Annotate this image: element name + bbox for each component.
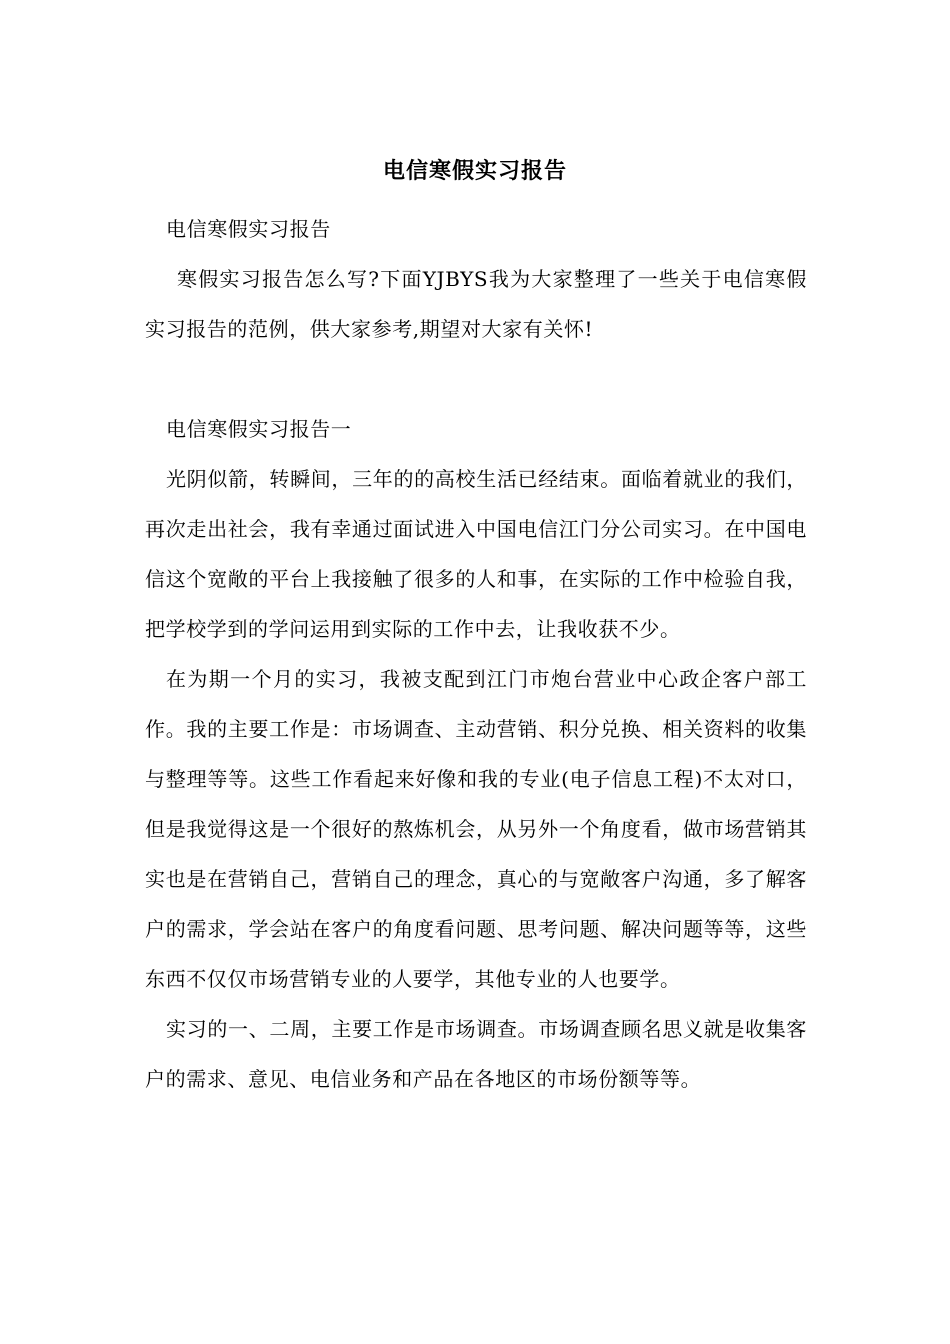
section-heading: 电信寒假实习报告一 [166, 417, 352, 441]
document-body [145, 204, 807, 1104]
intro-paragraph: 寒假实习报告怎么写?下面YJBYS我为大家整理了一些关于电信寒假实习报告的范例，供大家参考,期望对大家有关怀! [145, 267, 807, 341]
document-title: 电信寒假实习报告 [382, 158, 567, 184]
body-paragraph-2: 在为期一个月的实习，我被支配到江门市炮台营业中心政企客户部工作。我的主要工作是：市场调查、主动营销、积分兑换、相关资料的收集与整理等等。这些工作看起来好像和我的专业(电子信息工程)不太对口，但是我觉得这是一个很好的熬炼机会，从另外一个角度看，做市场营销其实也是在营销自己，营销自己的理念，真心的与宽敞客户沟通，多了解客户的需求，学会站在客户的角度看问题、思考问题、解决问题等等，这些东西不仅仅市场营销专业的人要学，其他专业的人也要学。 [145, 667, 807, 991]
blank-line [145, 354, 807, 404]
body-paragraph-3: 实习的一、二周，主要工作是市场调查。市场调查顾名思义就是收集客户的需求、意见、电信业务和产品在各地区的市场份额等等。 [145, 1017, 807, 1091]
body-paragraph-1: 光阴似箭，转瞬间，三年的的高校生活已经结束。面临着就业的我们，再次走出社会，我有幸通过面试进入中国电信江门分公司实习。在中国电信这个宽敞的平台上我接触了很多的人和事，在实际的工作中检验自我，把学校学到的学问运用到实际的工作中去，让我收获不少。 [145, 467, 807, 641]
document-subtitle: 电信寒假实习报告 [166, 217, 331, 241]
